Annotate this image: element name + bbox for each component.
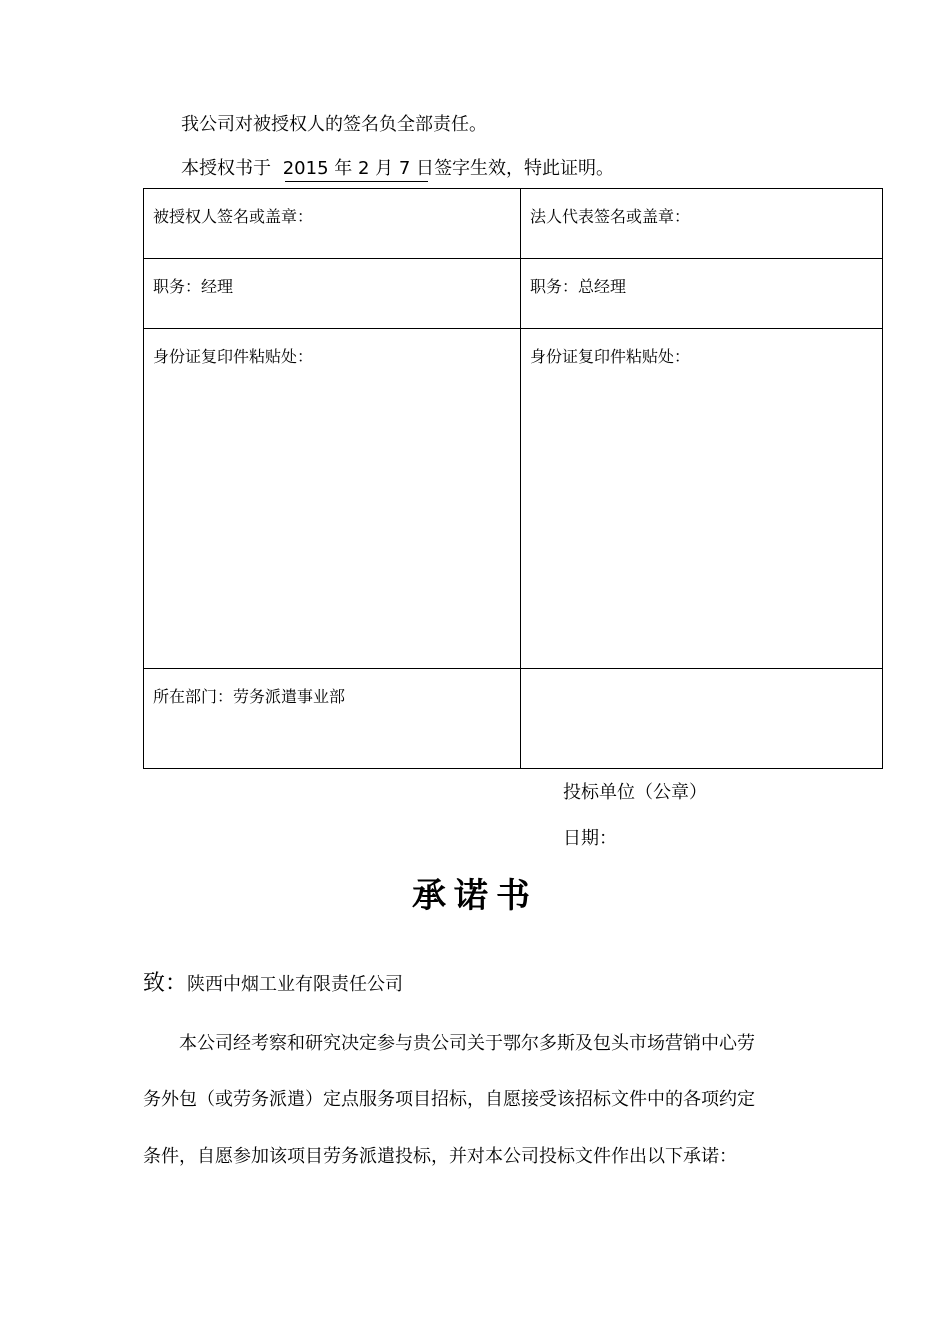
addressee-line (143, 966, 403, 997)
date-label: 日期： (563, 828, 617, 849)
empty-cell (521, 669, 883, 769)
effective-date-prefix: 本授权书于 (181, 158, 271, 179)
effective-date-value: 2015 年 2 月 7 日 (282, 158, 435, 179)
addressee-name: 陕西中烟工业有限责任公司 (187, 974, 404, 995)
legal-rep-signature-label: 法人代表签名或盖章： (530, 207, 691, 226)
authorized-person-position-cell (144, 259, 521, 329)
addressee-prefix: 致： (143, 971, 188, 996)
legal-rep-position-cell (521, 259, 883, 329)
department-cell (144, 669, 521, 769)
date-underline (285, 181, 428, 182)
body-line-2: 务外包（或劳务派遣）定点服务项目招标，自愿接受该招标文件中的各项约定 (143, 1089, 755, 1110)
department-label: 所在部门：劳务派遣事业部 (153, 687, 346, 706)
legal-rep-position: 职务：总经理 (530, 277, 627, 296)
authorization-table (143, 188, 883, 769)
bidder-seal-label: 投标单位（公章） (563, 782, 707, 803)
authorized-person-signature-cell (144, 189, 521, 259)
effective-date-suffix: 签字生效，特此证明。 (434, 158, 615, 179)
authorized-person-signature-label: 被授权人签名或盖章： (153, 207, 314, 226)
legal-rep-signature-cell (521, 189, 883, 259)
commitment-title: 承诺书 (412, 876, 538, 916)
authorized-person-id-copy-label: 身份证复印件粘贴处： (153, 347, 314, 366)
body-line-1: 本公司经考察和研究决定参与贵公司关于鄂尔多斯及包头市场营销中心劳 (179, 1033, 755, 1054)
authorized-person-position: 职务：经理 (153, 277, 234, 296)
legal-rep-id-copy-label: 身份证复印件粘贴处： (530, 347, 691, 366)
authorized-person-id-copy-cell (144, 329, 521, 669)
body-line-3: 条件，自愿参加该项目劳务派遣投标，并对本公司投标文件作出以下承诺： (143, 1146, 737, 1167)
effective-date-statement (181, 157, 614, 181)
responsibility-statement: 我公司对被授权人的签名负全部责任。 (181, 114, 487, 135)
legal-rep-id-copy-cell (521, 329, 883, 669)
